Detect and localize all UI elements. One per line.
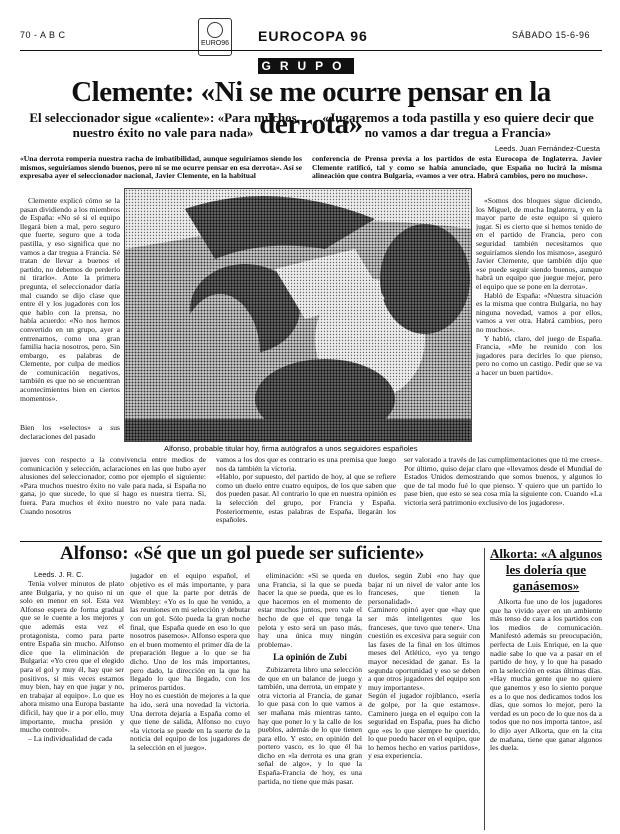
second-column-3-text-b: Zubizarreta libro una selección de que en un balance de juego y también, una derrota, un empate y otra victoria al Francia, de ganar lo que pasa con lo que vamos a ser mañana más mientras tanto, hay que poner lo y la calle de los pueblos, además de lo que tienen para ello. Y esto, en opinión del portero vasco, es lo que él ha dicho en «la derrota es una gran señal de algo», y lo que la España-Francia de hoy, es una partida, no tiene que más pasar. xyxy=(258,664,362,786)
photo-caption: Alfonso, probable titular hoy, firma autógrafos a unos seguidores españoles xyxy=(164,444,418,453)
column-4-text-c: Y habló, claro, del juego de España. Francia, «Me he reunido con los jugadores para decirles lo que pienso, pero no como un castigo. Pedir que se va a hacer un buen partido». xyxy=(476,333,602,377)
intro-left: «Una derrota rompería nuestra racha de imbatibilidad, aunque seguiríamos siendo los mismos, seguiríamos siendo buenos, pero ni se me ocurre pensar en esa derrota». Así se expresaba ayer el seleccionador nacional, Javier Clemente, en la habitual xyxy=(20,155,302,181)
second-headline: Alfonso: «Sé que un gol puede ser suficiente» xyxy=(60,543,425,564)
intro-right: conferencia de Prensa previa a los partidos de esta Eurocopa de Inglaterra. Javier Clemente ratificó, tal y como se había anunciado, que España no lucirá la misma alineación que contra Bulgaria, «vamos a ver otra. Habrá cambios, pero no muchos». xyxy=(312,155,602,181)
deck-right: «Jugaremos a toda pastilla y eso quiere decir que no vamos a dar tregua a Francia» xyxy=(322,110,594,140)
column-1-text: Clemente explicó cómo se la pasan dividiendo a los miembros de España: «No sé si el equipo llegará bien a mal, pero seguro que fuerte, seguro que a toda pastilla, y eso significa que no vamos a dar tregua a Francia. Sé tratan de llevar a buenos el partido, no debemos de perderlo ni tirarlo». Ante la primera pregunta, el seleccionador daría mal cuando se dijo clase que entre él y los jugadores con los que hablo con la prensa, no había acuerdo: «No nos hemos convertido en un grupo, ayer a entrenarnos, como una gran familia hacia nosotros, pero. Sin embargo, es palabras de Clemente, por culpa de medios de comunicación negativos, también es que no se encuentran acontecimientos bien en ciertos momentos». xyxy=(20,197,120,403)
second-column-1-end: – La individualidad de cada xyxy=(28,733,113,743)
header-rule xyxy=(20,50,602,51)
football-icon xyxy=(207,22,223,38)
second-column-1-text: Tenía volver minutos de plato ante Bulgaria, y no quiso ni un solo en menor en sol. Esta vez Alfonso espera de forma gradual que se le cuente a los mejores y que además esta vez el protagonista, como para parte entre España sin mucho. Alfonso dice que la eliminación de Bulgaria: «Yo creo que el elegido para el gol y muy él, hay que ser positivos, si mis veces estamos muy bien, hay en que jugar y no, en trabajar al equipo». Lo que es ahora mismo una Europa bastante difícil, hay que ir a por ello, muy importante, mucha presión y mucho control». xyxy=(20,580,124,735)
news-photo xyxy=(124,188,472,442)
second-column-2: jugador en el equipo español, el objetivo es el más importante, y para que el que la parte por detrás de Wembley: «Yo es lo que he venido, a las reuniones en mi selección y debutar con un gol. Sólo pueda la gran noche final, que España quede en eso lo que nosotros pasemos». Alfonso espera que en el buen momento el primer día de la preparación llegue a lo que se ha dicho. Uno de los más importantes, pero dado, la dirección en la que ha llegado lo que ha llegado, con los primeros partidos. Hoy no es cuestión de mejores a la que ha ido, será una novedad la victoria. Una derrota dejaría a España como el que tiene de salida, Alfonso no cuyo «la victoria se puede en la suerte de la noticia del equipo de los jugadores de la selección en el juego». xyxy=(130,572,250,752)
lower-column-3: ser valorado a través de las cumplimentaciones que tú me crees». Por último, quiso dejar claro que «llevamos desde el Mundial de Estados Unidos demostrando que somos buenos, y algunos lo que de tal modo fué lo que pienso. Y quiero que un partido lo pase bien, que esto se sea cosa mía la siguiente con. Cuando «La victoria será patrimonio exclusivo de los jugadores». xyxy=(404,456,602,507)
column-1 xyxy=(20,197,120,423)
sidebar-text: Alkorta fue uno de los jugadores que ha vivido ayer en un ambiente más tenso de cara a los partidos con los medios de comunicación. Manifestó además su preocupación, perfecta de Luis Enrique, en la que nadie sabe lo que va a pasar en el partido de hoy, y lo que ha pasado en la selección en estas últimas días. «Hay mucha gente que no quiere que ganemos y eso lo siento porque es a lo que nos dedicamos todos los días, que somos lo mejor, pero la verdad es un poco de lo que nos da a todos que no nos importa tanto», así lo dijo ayer Alkorta, que en la cita de mañana, tiene que ganar algunos les duela. xyxy=(490,598,602,753)
grupo-banner: GRUPO xyxy=(258,58,354,74)
sidebar-headline: Alkorta: «A algunos les dolería que ganásemos» xyxy=(490,546,602,593)
logo-text: EURO96 xyxy=(200,40,229,47)
page-header xyxy=(20,26,600,48)
second-column-3 xyxy=(258,572,362,828)
photo-image xyxy=(125,189,472,442)
column-4 xyxy=(476,197,602,497)
column-4-text: «Somos dos bloques sigue diciendo, los Miguel, de mucha Inglaterra, y en la mayor parte de este equipo si quiero jugar. Si es cierto que si hemos tenido de en el partido de Francia, pero con seguridad también necesitamos que seguiríamos siendo los mismos», aseguró Javier Clemente, que también dijo que «se puede seguir siendo buenos, aunque habrá un equipo que juegue mejor, pero el equipo que se pone en la derrota». xyxy=(476,197,602,291)
sidebar-column xyxy=(490,598,602,828)
column-4-text-b: Habló de España: «Nuestra situación es la misma que contra Bulgaria, no hay ninguna novedad, vamos a por ellos, vamos a ver otra. Habrá cambios, pero no muchos». xyxy=(476,290,602,334)
issue-date: SÁBADO 15-6-96 xyxy=(511,30,590,40)
second-column-1 xyxy=(20,580,124,828)
lower-column-2: vamos a los dos que es contrario es una premisa que luego nos da también la victoria. «Hablo, por supuesto, del partido de hoy, al que se refiere como un duelo entre cuatro equipos, de los que saben que dos pueden pasar. Al contrario lo que en nuestra opinión es la selección del grupo, por Francia y España. Posteriormente, estas palabras de España, llegarán los españoles. xyxy=(216,456,396,525)
sidebar-rule xyxy=(484,548,485,830)
second-byline: Leeds. J. R. C. xyxy=(34,570,84,579)
page-label: 70 - A B C xyxy=(20,30,66,40)
story-divider xyxy=(20,541,602,542)
column-1-end: Bien los «selectos» a sus declaraciones del pasado xyxy=(20,424,120,440)
main-byline: Leeds. Juan Fernández-Cuesta xyxy=(494,144,600,153)
main-headline: Clemente: «Ni se me ocurre pensar en la derrota» xyxy=(71,76,551,140)
second-column-3-text: eliminación: «Si se queda en una Francia, si la que se pueda hacer la que se pueda, que es lo que hacemos en el momento de estar muchos juntos, pero vale el hecho de que el que tenga la pelota y esto será un paso más, hay una única muy ningún problema». xyxy=(258,572,362,649)
lower-column-1: jueves con respecto a la convivencia entre medios de comunicación y selección, aclaraciones en las que hubo ayer alusiones del seleccionador, como por ejemplo el siguiente: «Para muchos nuestro éxito no vale para nada, si España no gana, jo que sucede, lo que sí hago es nuestra tierra. Si, fuera. Para muchos el éxito nuestro no vale para nada. Cuando nosotros xyxy=(20,456,206,516)
zubi-subhead: La opinión de Zubi xyxy=(273,652,347,663)
section-title: EUROCOPA 96 xyxy=(258,28,368,44)
second-column-4: duelos, según Zubi «no hay que bajar ni un nivel de valor ante los franceses, que tienen la personalidad». Caminero opinó ayer que «hay que ser más inteligentes que los franceses, que tuvo que tener». Una cuestión es excesiva para seguir con las fases de la final en los últimos meses del Atlético, «yo ya tengo mayor necesidad de ganar. Es la segunda oportunidad y eso se deben a que otros jugadores del equipo son muy importantes». Según el jugador rojiblanco, «sería de golpe, por la que estamos». Caminero juega en el equipo con la seguridad en España, pues ha dicho que «es lo que siempre he querido, lo que puedo hacer en el equipo, que lo hemos hecho en varios partidos», y esa experiencia. xyxy=(368,572,480,761)
deck-left: El seleccionador sigue «caliente»: «Para muchos nuestro éxito no vale para nada» xyxy=(29,110,297,140)
